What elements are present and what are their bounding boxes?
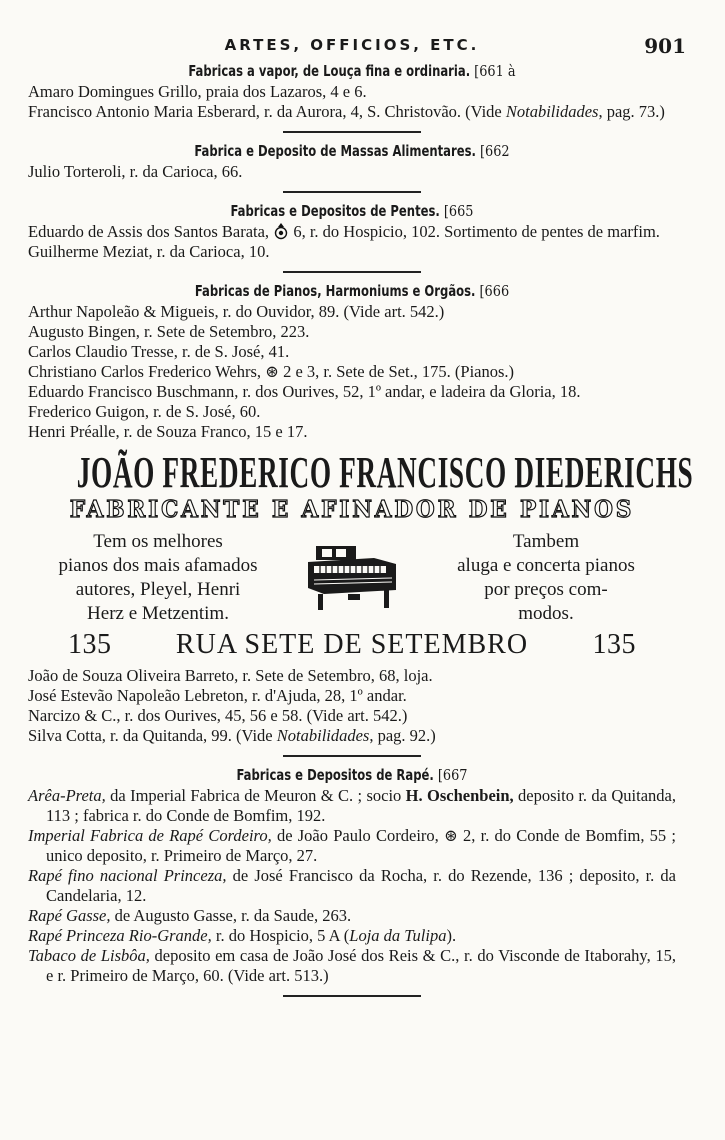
entry-text: deposito em casa de João José dos Reis & C., r. do Visconde de Itaborahy, 15, e r. Primeiro de Março, 60. (Vide art. 513.) bbox=[46, 946, 676, 985]
section-heading-rape bbox=[73, 766, 630, 784]
list-item: Arthur Napoleão & Migueis, r. do Ouvidor, 89. (Vide art. 542.) bbox=[28, 302, 445, 321]
list-item: Carlos Claudio Tresse, r. de S. José, 41. bbox=[28, 342, 290, 361]
ad-right-text bbox=[416, 530, 676, 626]
entry-bold: H. Oschenbein, bbox=[405, 786, 514, 805]
list-item bbox=[28, 726, 676, 746]
entry-italic: Loja da Tulipa bbox=[349, 926, 447, 945]
section-title: Fabrica e Deposito de Massas Alimentares. bbox=[194, 142, 476, 160]
entry-text: ). bbox=[446, 926, 457, 945]
entry-italic: Tabaco de Lisbôa, bbox=[28, 946, 150, 965]
section-title: Fabricas e Depositos de Pentes. bbox=[230, 202, 440, 220]
piano-icon bbox=[304, 542, 400, 614]
divider bbox=[283, 131, 421, 133]
list-item bbox=[28, 222, 676, 242]
list-item: Guilherme Meziat, r. da Carioca, 10. bbox=[28, 242, 270, 261]
running-header bbox=[28, 34, 686, 58]
entry-italic: Rapé fino nacional Princeza, bbox=[28, 866, 227, 885]
list-item bbox=[28, 102, 676, 122]
section-title: Fabricas a vapor, de Louça fina e ordinaria. bbox=[188, 62, 471, 80]
ad-subtitle: FABRICANTE E AFINADOR DE PIANOS bbox=[69, 496, 635, 523]
list-item: Frederico Guigon, r. de S. José, 60. bbox=[28, 402, 261, 421]
ad-number-right: 135 bbox=[592, 629, 636, 660]
entry-text: Silva Cotta, r. da Quitanda, 99. (Vide bbox=[28, 726, 277, 745]
medal-icon bbox=[273, 222, 289, 240]
entry-italic: Imperial Fabrica de Rapé Cordeiro, bbox=[28, 826, 272, 845]
ad-line: Tem os melhores bbox=[93, 531, 223, 552]
list-item: Julio Torteroli, r. da Carioca, 66. bbox=[28, 162, 243, 181]
ad-line: autores, Pleyel, Henri bbox=[75, 579, 241, 600]
header-title: ARTES, OFFICIOS, ETC. bbox=[224, 36, 480, 54]
entry-text: da Imperial Fabrica de Meuron & C. ; socio bbox=[105, 786, 406, 805]
ad-number-left: 135 bbox=[68, 629, 112, 660]
entry-text: Eduardo de Assis dos Santos Barata, bbox=[28, 222, 270, 241]
ad-line: por preços com- bbox=[484, 579, 608, 600]
list-item: Narcizo & C., r. dos Ourives, 45, 56 e 58. (Vide art. 542.) bbox=[28, 706, 408, 725]
list-item bbox=[28, 866, 676, 906]
entry-text: Francisco Antonio Maria Esberard, r. da Aurora, 4, S. Christovão. (Vide bbox=[28, 102, 506, 121]
section-heading-pianos bbox=[73, 282, 630, 300]
list-item bbox=[28, 906, 676, 926]
section-title: Fabricas e Depositos de Rapé. bbox=[236, 766, 434, 784]
ad-line: pianos dos mais afamados bbox=[58, 555, 258, 576]
section-ref: [667 bbox=[437, 766, 468, 784]
divider bbox=[283, 271, 421, 273]
list-item: Henri Préalle, r. de Souza Franco, 15 e 17. bbox=[28, 422, 308, 441]
section-ref: [666 bbox=[479, 282, 510, 300]
entry-text: de Augusto Gasse, r. da Saude, 263. bbox=[110, 906, 352, 925]
entry-text: de João Paulo Cordeiro, ⊛ 2, r. do Conde de Bomfim, 55 ; unico deposito, r. Primeiro de Março, 27. bbox=[46, 826, 676, 865]
entry-text: , pag. 73.) bbox=[598, 102, 665, 121]
section-ref: [665 bbox=[443, 202, 474, 220]
divider bbox=[283, 191, 421, 193]
divider bbox=[283, 755, 421, 757]
section-ref: [662 bbox=[479, 142, 510, 160]
list-item bbox=[28, 786, 676, 826]
list-item bbox=[28, 946, 676, 986]
ad-line: Herz e Metzentim. bbox=[87, 603, 229, 624]
ad-line: aluga e concerta pianos bbox=[457, 555, 635, 576]
list-item bbox=[28, 826, 676, 866]
entry-text: de José Francisco da Rocha, r. do Rezende, 136 ; deposito, r. da Candelaria, 12. bbox=[46, 866, 677, 905]
section-ref: [661 à bbox=[474, 62, 516, 80]
list-item: José Estevão Napoleão Lebreton, r. d'Ajuda, 28, 1º andar. bbox=[28, 686, 407, 705]
list-item: Christiano Carlos Frederico Wehrs, ⊛ 2 e 3, r. Sete de Set., 175. (Pianos.) bbox=[28, 362, 515, 381]
entry-italic: Rapé Gasse, bbox=[28, 906, 111, 925]
section-heading-louca bbox=[73, 62, 630, 80]
ad-name: JOÃO FREDERICO FRANCISCO DIEDERICHS bbox=[76, 448, 694, 497]
list-item: Eduardo Francisco Buschmann, r. dos Ourives, 52, 1º andar, e ladeira da Gloria, 18. bbox=[28, 382, 581, 401]
ad-body bbox=[28, 530, 676, 626]
divider bbox=[283, 995, 421, 997]
list-item: Amaro Domingues Grillo, praia dos Lazaros, 4 e 6. bbox=[28, 82, 367, 101]
ad-line: Tambem bbox=[512, 531, 580, 552]
section-title: Fabricas de Pianos, Harmoniums e Orgãos. bbox=[194, 282, 476, 300]
ad-left-text bbox=[28, 530, 288, 626]
section-heading-pentes bbox=[73, 202, 630, 220]
list-item bbox=[28, 926, 676, 946]
ad-address bbox=[28, 626, 676, 666]
list-item: João de Souza Oliveira Barreto, r. Sete de Setembro, 68, loja. bbox=[28, 666, 433, 685]
page bbox=[28, 34, 694, 1006]
entry-italic: Notabilidades bbox=[505, 102, 599, 121]
entry-text: , pag. 92.) bbox=[369, 726, 436, 745]
page-number: 901 bbox=[644, 34, 686, 58]
advertisement bbox=[28, 448, 694, 666]
section-heading-massas bbox=[73, 142, 630, 160]
entry-text: 6, r. do Hospicio, 102. Sortimento de pentes de marfim. bbox=[293, 222, 660, 241]
ad-line: modos. bbox=[518, 603, 574, 624]
entry-italic: Rapé Princeza Rio-Grande, bbox=[28, 926, 212, 945]
entry-italic: Notabilidades bbox=[276, 726, 370, 745]
entry-text: r. do Hospicio, 5 A ( bbox=[211, 926, 350, 945]
piano-illustration bbox=[288, 542, 416, 614]
ad-street: RUA SETE DE SETEMBRO bbox=[175, 629, 529, 660]
entry-text: deposito r. da Quitanda, 113 ; fabrica r. do Conde de Bomfim, 192. bbox=[46, 786, 676, 825]
list-item: Augusto Bingen, r. Sete de Setembro, 223. bbox=[28, 322, 310, 341]
entry-italic: Arêa-Preta, bbox=[28, 786, 106, 805]
